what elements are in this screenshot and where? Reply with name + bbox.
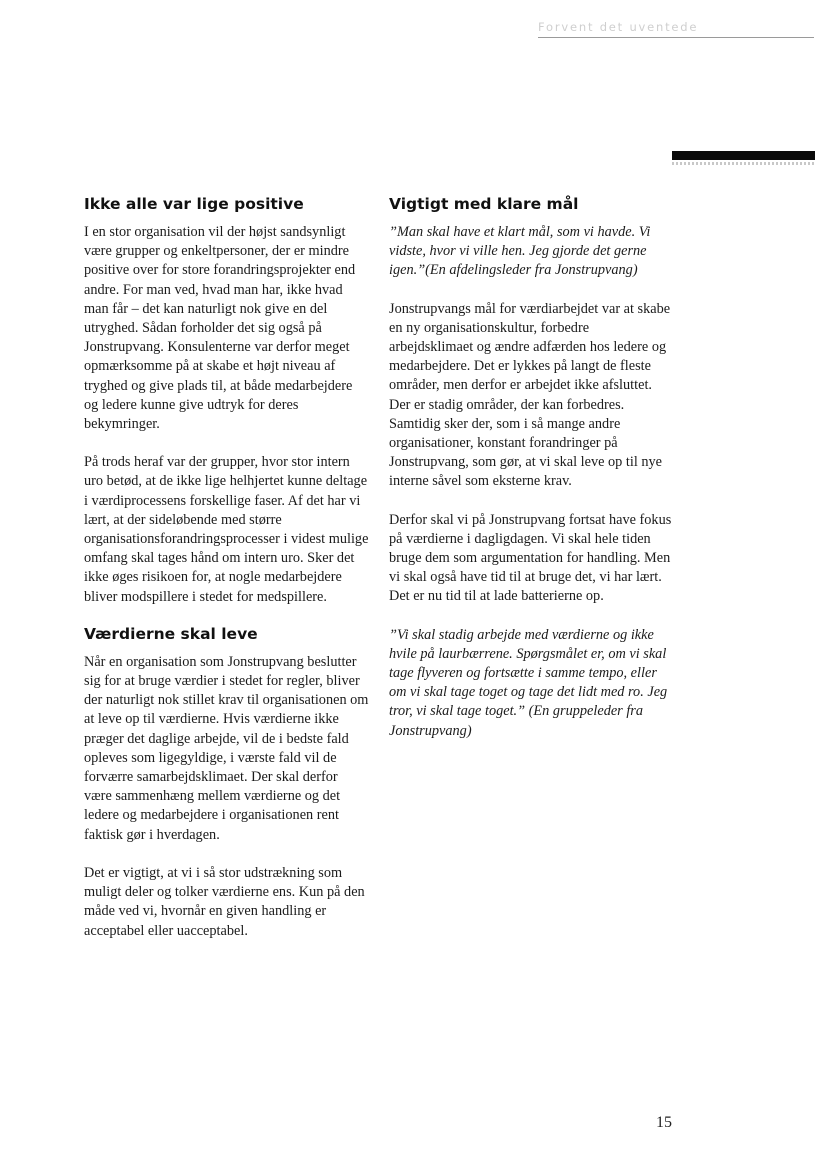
body-paragraph: Derfor skal vi på Jonstrupvang fortsat have fokus på værdierne i dagligdagen. Vi skal hele tiden bruge dem som argumentation for handling. Men vi skal også have tid til at bruge det, vi har lært. Det er nu tid til at lade batterierne op.: [389, 511, 672, 605]
section-heading: Vigtigt med klare mål: [389, 195, 579, 213]
left-column: [84, 194, 369, 960]
header-bar-texture: [672, 162, 815, 165]
quote: ”Man skal have et klart mål, som vi havde. Vi vidste, hvor vi ville hen. Jeg gjorde det gerne igen.”(En afdelingsleder fra Jonstrupvang): [389, 224, 651, 279]
section-heading: Værdierne skal leve: [84, 624, 258, 643]
section-heading: Ikke alle var lige positive: [84, 195, 304, 213]
page-number: 15: [656, 1114, 672, 1131]
header-bar: [672, 151, 815, 160]
body-paragraph: Det er vigtigt, at vi i så stor udstrækning som muligt deler og tolker værdierne ens. Kun på den måde ved vi, hvornår en given handling er acceptabel eller uacceptabel.: [84, 864, 365, 939]
quote: ”Vi skal stadig arbejde med værdierne og ikke hvile på laurbærrene. Spørgsmålet er, om vi skal tage flyveren og fortsætte i samme tempo, eller om vi skal tage toget og tage det lidt med ro. Jeg tror, vi skal tage toget.” (En gruppeleder fra Jonstrupvang): [389, 626, 668, 739]
running-header: Forvent det uventede: [538, 20, 814, 38]
body-paragraph: På trods heraf var der grupper, hvor stor intern uro betød, at de ikke lige helhjertet kunne deltage i værdiprocessens forskellige faser. Af det har vi lært, at der sideløbende med større organisationsforandringsprocesser i videst mulige omfang skal tages hånd om intern uro. Sker det ikke øges risikoen for, at nogle medarbejdere bliver modspillere i stedet for medspillere.: [84, 454, 369, 605]
body-paragraph: I en stor organisation vil der højst sandsynligt være grupper og enkeltpersoner, der er mindre positive over for store forandringsprojekter end andre. For man ved, hvad man har, ikke hvad man får – det kan naturligt nok give en del utryghed. Sådan forholder det sig også på Jonstrupvang. Konsulenterne var derfor meget opmærksomme på at skabe et højt niveau af tryghed og give plads til, at både medarbejdere og ledere kunne give udtryk for deres bekymringer.: [84, 224, 356, 433]
body-paragraph: Jonstrupvangs mål for værdiarbejdet var at skabe en ny organisationskultur, forbedre arbejdsklimaet og ændre adfærden hos ledere og medarbejdere. Det er lykkes på langt de fleste områder, men derfor er arbejdet ikke afsluttet. Der er stadig områder, der kan forbedres. Samtidig sker der, som i så mange andre organisationer, konstant forandringer på Jonstrupvang, som gør, at vi skal leve op til nye interne såvel som eksterne krav.: [389, 300, 671, 490]
body-paragraph: Når en organisation som Jonstrupvang beslutter sig for at bruge værdier i stedet for regler, bliver der naturligt nok stillet krav til organisationen om at leve op til værdierne. Hvis værdierne ikke præger det daglige arbejde, vil de i bedste fald opleves som ligegyldige, i værste fald vil de forværre samarbejdsklimaet. Der skal derfor være sammenhæng mellem værdierne og det ledere og medarbejdere i organisationen rent faktisk gør i hverdagen.: [84, 653, 369, 843]
right-column: [389, 194, 674, 760]
